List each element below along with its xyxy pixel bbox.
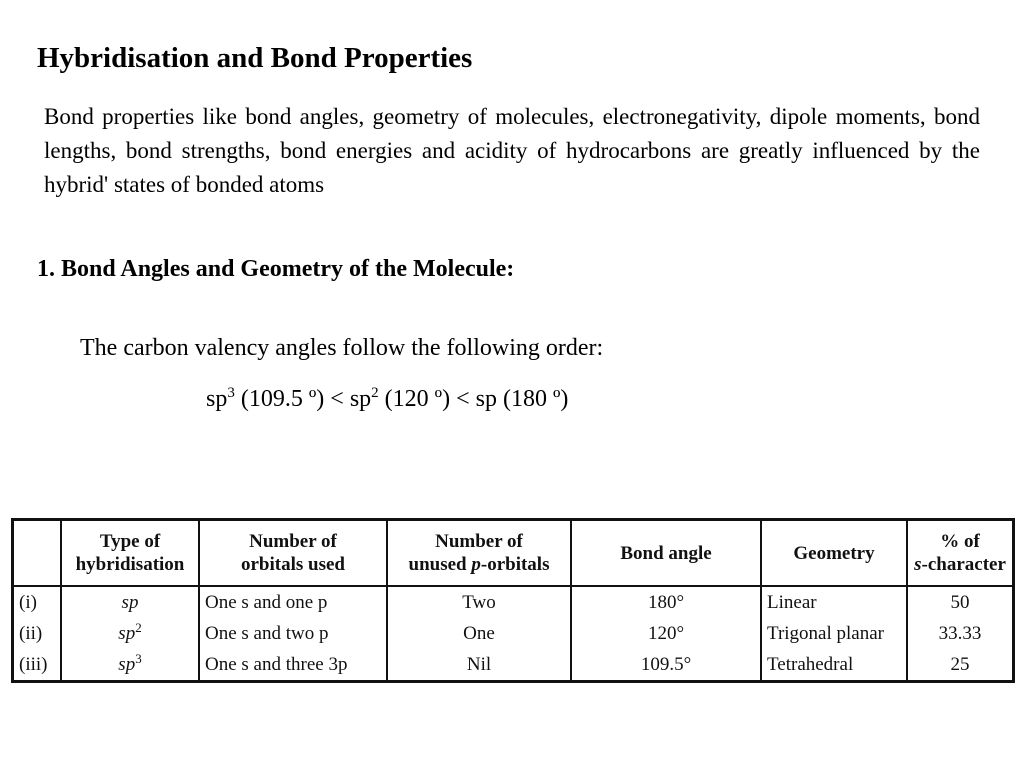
less-than-symbol: < xyxy=(456,386,470,412)
less-than-symbol: < xyxy=(330,386,344,412)
row-s-character: 33.33 xyxy=(907,618,1014,649)
header-unused-line2c: -orbitals xyxy=(480,554,550,575)
intro-paragraph: Bond properties like bond angles, geometry of molecules, electronegativity, dipole moments, bond lengths, bond strengths, bond energies and acidity of hydrocarbons are greatly influenced by the hybrid' states of bonded atoms xyxy=(44,104,980,197)
sp3-angle: (109.5 º) xyxy=(234,386,331,412)
row-index: (iii) xyxy=(19,653,48,675)
row-index: (ii) xyxy=(19,622,43,644)
row-index: (i) xyxy=(19,591,37,613)
row-unused: One xyxy=(387,618,571,649)
row-orbitals: One s and two p xyxy=(199,618,387,649)
row-s-character: 50 xyxy=(907,586,1014,618)
header-type-line1: Type of xyxy=(99,531,161,552)
sp2-label: sp xyxy=(343,386,372,412)
row-type-base: sp xyxy=(118,622,136,644)
header-orbitals-line2: orbitals used xyxy=(241,554,345,575)
page-title: Hybridisation and Bond Properties xyxy=(37,42,473,74)
row-type-sup: 3 xyxy=(135,650,142,666)
angle-order-formula xyxy=(206,386,568,413)
header-unused-line2b: p xyxy=(471,554,481,575)
row-geometry: Tetrahedral xyxy=(761,649,907,682)
row-geometry: Trigonal planar xyxy=(761,618,907,649)
header-unused-line2a: unused xyxy=(408,554,472,575)
table-row xyxy=(13,618,1014,649)
row-angle: 180° xyxy=(571,586,761,618)
row-orbitals: One s and three 3p xyxy=(199,649,387,682)
header-orbitals xyxy=(199,520,387,587)
row-type-base: sp xyxy=(121,591,139,613)
row-type xyxy=(61,618,199,649)
header-type-line2: hybridisation xyxy=(75,554,185,575)
row-geometry: Linear xyxy=(761,586,907,618)
row-type-sup: 2 xyxy=(135,619,142,635)
hybridisation-table xyxy=(11,518,1015,683)
table-row xyxy=(13,649,1014,682)
row-type-base: sp xyxy=(118,653,136,675)
sp-angle: sp (180 º) xyxy=(469,386,569,412)
row-unused: Two xyxy=(387,586,571,618)
header-orbitals-line1: Number of xyxy=(249,531,337,552)
header-type xyxy=(61,520,199,587)
header-index xyxy=(13,520,62,587)
row-angle: 120° xyxy=(571,618,761,649)
table-header-row xyxy=(13,520,1014,587)
header-s-line2a: s xyxy=(914,554,922,575)
header-geometry: Geometry xyxy=(761,520,907,587)
order-lead-text: The carbon valency angles follow the following order: xyxy=(80,335,604,361)
sp2-superscript: 2 xyxy=(371,385,379,401)
section-heading: 1. Bond Angles and Geometry of the Molecule: xyxy=(37,256,515,282)
table-row xyxy=(13,586,1014,618)
header-s-line2b: -character xyxy=(921,554,1006,575)
sp2-angle: (120 º) xyxy=(378,386,457,412)
sp3-superscript: 3 xyxy=(227,385,235,401)
header-s-line1: % of xyxy=(940,531,980,552)
row-unused: Nil xyxy=(387,649,571,682)
row-type xyxy=(61,649,199,682)
header-angle: Bond angle xyxy=(571,520,761,587)
row-orbitals: One s and one p xyxy=(199,586,387,618)
row-s-character: 25 xyxy=(907,649,1014,682)
header-unused xyxy=(387,520,571,587)
row-type xyxy=(61,586,199,618)
header-s-character xyxy=(907,520,1014,587)
row-angle: 109.5° xyxy=(571,649,761,682)
sp3-label: sp xyxy=(206,386,228,412)
header-unused-line1: Number of xyxy=(435,531,523,552)
